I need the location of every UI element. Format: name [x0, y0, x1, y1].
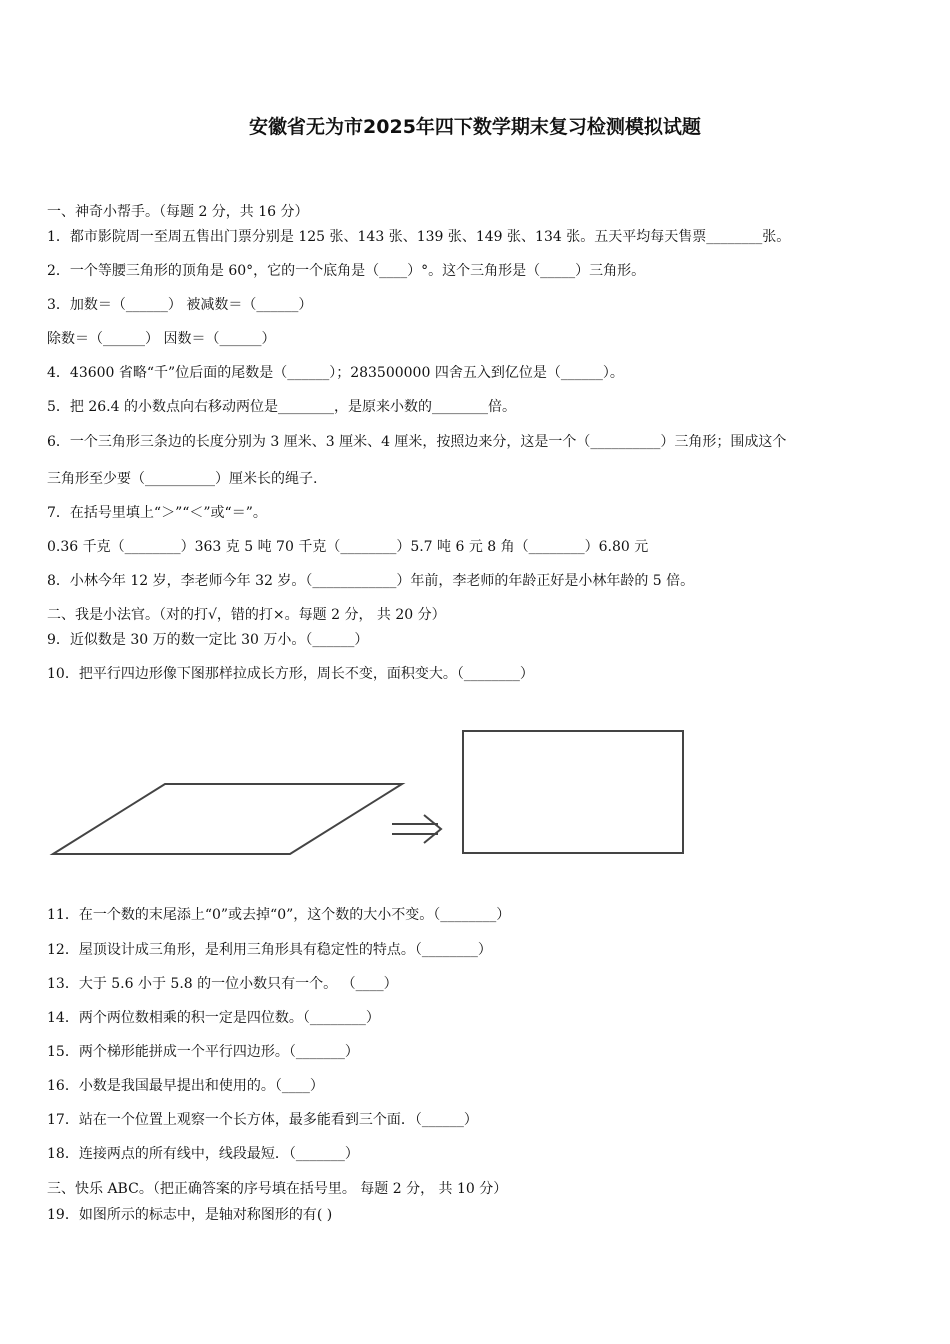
question-17: 17．站在一个位置上观察一个长方体，最多能看到三个面．（______） [47, 1112, 478, 1128]
question-16: 16．小数是我国最早提出和使用的。（____） [47, 1078, 324, 1094]
question-15: 15．两个梯形能拼成一个平行四边形。（_______） [47, 1044, 359, 1060]
section-heading-3: 三、快乐 ABC。（把正确答案的序号填在括号里。 每题 2 分， 共 10 分） [47, 1181, 508, 1197]
page-title: 安徽省无为市2025年四下数学期末复习检测模拟试题 [249, 116, 701, 138]
question-10: 10．把平行四边形像下图那样拉成长方形，周长不变，面积变大。（________） [47, 666, 534, 682]
question-7-line-1: 7．在括号里填上“＞”“＜”或“＝”。 [47, 505, 267, 521]
question-11: 11．在一个数的末尾添上“0”或去掉“0”，这个数的大小不变。（________） [47, 907, 511, 923]
section-heading-2: 二、我是小法官。（对的打√，错的打×。每题 2 分， 共 20 分） [47, 607, 446, 623]
question-3-line-2: 除数＝（______） 因数＝（______） [47, 331, 276, 347]
question-5: 5．把 26.4 的小数点向右移动两位是________，是原来小数的________倍。 [47, 399, 516, 415]
question-6-line-1: 6．一个三角形三条边的长度分别为 3 厘米、3 厘米、4 厘米，按照边来分，这是一个（__________）三角形；围成这个 [47, 434, 787, 450]
question-18: 18．连接两点的所有线中，线段最短．（_______） [47, 1146, 359, 1162]
question-13: 13．大于 5.6 小于 5.8 的一位小数只有一个。 （____） [47, 976, 398, 992]
question-7-line-2: 0.36 千克（________）363 克 5 吨 70 千克（________）5.7 吨 6 元 8 角（________）6.80 元 [47, 539, 649, 555]
question-2: 2．一个等腰三角形的顶角是 60°，它的一个底角是（____）°。这个三角形是（_____）三角形。 [47, 263, 646, 279]
section-heading-1: 一、神奇小帮手。（每题 2 分，共 16 分） [47, 204, 309, 220]
question-12: 12．屋顶设计成三角形，是利用三角形具有稳定性的特点。（________） [47, 942, 492, 958]
question-19: 19．如图所示的标志中，是轴对称图形的有( ) [47, 1207, 333, 1223]
question-3-line-1: 3．加数＝（______） 被减数＝（______） [47, 297, 313, 313]
question-14: 14．两个两位数相乘的积一定是四位数。（________） [47, 1010, 380, 1026]
question-4: 4．43600 省略“千”位后面的尾数是（______）；283500000 四舍五入到亿位是（______）。 [47, 365, 624, 381]
double-arrow-icon [392, 815, 441, 843]
parallelogram-to-rectangle-figure [40, 715, 700, 865]
question-6-line-2: 三角形至少要（__________）厘米长的绳子. [47, 471, 318, 487]
question-8: 8．小林今年 12 岁，李老师今年 32 岁。（____________）年前，李老师的年龄正好是小林年龄的 5 倍。 [47, 573, 695, 589]
rectangle-shape [463, 731, 683, 853]
question-9: 9．近似数是 30 万的数一定比 30 万小。（______） [47, 632, 369, 648]
parallelogram-shape [53, 784, 402, 854]
question-1: 1．都市影院周一至周五售出门票分别是 125 张、143 张、139 张、149 张、134 张。五天平均每天售票________张。 [47, 229, 791, 245]
